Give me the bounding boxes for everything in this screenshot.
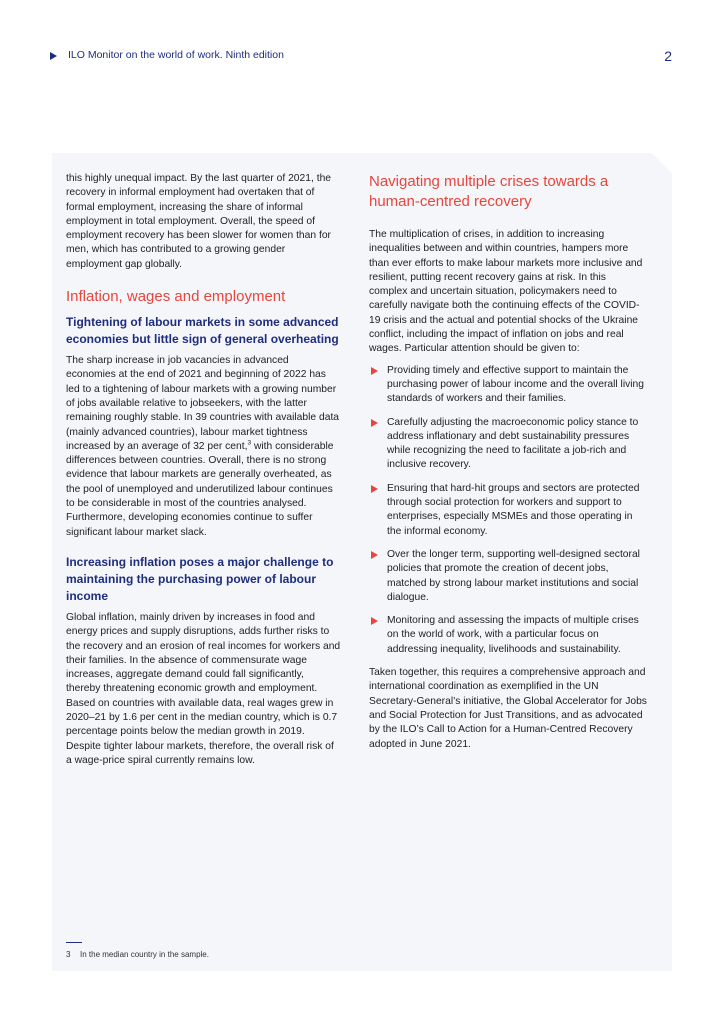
closing-paragraph: Taken together, this requires a comprehensive approach and international coordination as exemplified in the UN Secretary-General’s initiative, the Global Accelerator for Jobs and Social Protection for Just Transitions, and as advocated by the ILO’s Call to Action for a Human-Centred Recovery adopted in June 2021. bbox=[369, 667, 647, 750]
list-item bbox=[369, 364, 647, 407]
play-arrow-icon bbox=[50, 52, 57, 60]
left-column bbox=[66, 172, 341, 768]
labour-markets-text-a: The sharp increase in job vacancies in advanced economies at the end of 2021 and beginning of 2022 has led to a tightening of labour markets with a growing number of jobs available relative to jobseekers, with the latter remaining roughly stable. In 39 countries with available data (mainly advanced countries), labour market tightness increased by an average of 32 per cent, bbox=[66, 355, 340, 452]
footnote-reference[interactable]: 3 bbox=[247, 439, 252, 447]
list-item bbox=[369, 416, 647, 473]
list-item bbox=[369, 614, 647, 657]
publication-title: ILO Monitor on the world of work. Ninth edition bbox=[68, 49, 284, 61]
bullet-arrow-icon bbox=[371, 617, 378, 625]
right-column bbox=[369, 172, 647, 752]
bullet-arrow-icon bbox=[371, 551, 378, 559]
footnote-text: In the median country in the sample. bbox=[80, 950, 209, 959]
subheading-inflation: Increasing inflation poses a major challenge to maintaining the purchasing power of labour income bbox=[66, 554, 334, 603]
list-item bbox=[369, 482, 647, 539]
bullet-arrow-icon bbox=[371, 485, 378, 493]
bullet-text: Carefully adjusting the macroeconomic policy stance to address inflationary and debt sustainability pressures while recognizing the need to facilitate a job-rich and inclusive recovery. bbox=[387, 416, 639, 471]
list-item bbox=[369, 548, 647, 605]
section-heading-inflation: Inflation, wages and employment bbox=[66, 288, 286, 306]
bullet-text: Providing timely and effective support to maintain the purchasing power of labour income and the overall living standards of workers and their families. bbox=[387, 364, 644, 405]
page-number: 2 bbox=[664, 48, 672, 64]
footnote-divider bbox=[66, 942, 82, 943]
intro-paragraph: this highly unequal impact. By the last quarter of 2021, the recovery in informal employment had overtaken that of formal employment, increasing the share of informal employment in total employment. Overall, the speed of employment recovery has been slower for women than for men, which has contributed to a growing gender employment gap globally. bbox=[66, 173, 332, 270]
bullet-text: Ensuring that hard-hit groups and sectors are protected through social protection for workers and support to enterprises, especially MSMEs and those operating in the informal economy. bbox=[387, 482, 640, 537]
running-header bbox=[50, 49, 680, 65]
navigating-intro-paragraph: The multiplication of crises, in addition to increasing inequalities between and within countries, hampers more than ever efforts to make labour markets more inclusive and resilient, putting recent recovery gains at risk. In this complex and uncertain situation, policymakers need to carefully navigate both the continuing effects of the COVID-19 crisis and the actual and potential shocks of the Ukraine conflict, including the impact of inflation on jobs and real wages. Particular attention should be given to: bbox=[369, 229, 643, 355]
labour-markets-paragraph bbox=[66, 354, 341, 540]
bullet-text: Over the longer term, supporting well-designed sectoral policies that promote the creation of decent jobs, matched by strong labour market institutions and social dialogue. bbox=[387, 548, 640, 603]
footnote bbox=[66, 950, 209, 959]
section-heading-navigating: Navigating multiple crises towards a human-centred recovery bbox=[369, 173, 609, 210]
bullet-text: Monitoring and assessing the impacts of multiple crises on the world of work, with a particular focus on addressing inequality, livelihoods and sustainability. bbox=[387, 615, 639, 655]
policy-bullet-list bbox=[369, 364, 647, 657]
labour-markets-text-b: with considerable differences between countries. Overall, there is no strong evidence that labour markets are generally overheated, as the pool of unemployed and underutilized labour continues to be considerable in most of the countries analysed. Furthermore, developing economies continue to suffer significant labour market slack. bbox=[66, 440, 334, 538]
bullet-arrow-icon bbox=[371, 419, 378, 427]
bullet-arrow-icon bbox=[371, 367, 378, 375]
subheading-labour-markets: Tightening of labour markets in some advanced economies but little sign of general overheating bbox=[66, 315, 339, 347]
footnote-number: 3 bbox=[66, 950, 71, 959]
inflation-paragraph: Global inflation, mainly driven by increases in food and energy prices and supply disruptions, adds further risks to the recovery and an erosion of real incomes for workers and their families. In the absence of commensurate wage increases, aggregate demand could fall significantly, thereby threatening economic growth and employment. Based on countries with available data, real wages grew in 2020–21 by 1.6 per cent in the median country, which is 0.7 percentage points below the median growth in 2019. Despite tighter labour markets, therefore, the overall risk of a wage-price spiral currently remains low. bbox=[66, 611, 341, 766]
